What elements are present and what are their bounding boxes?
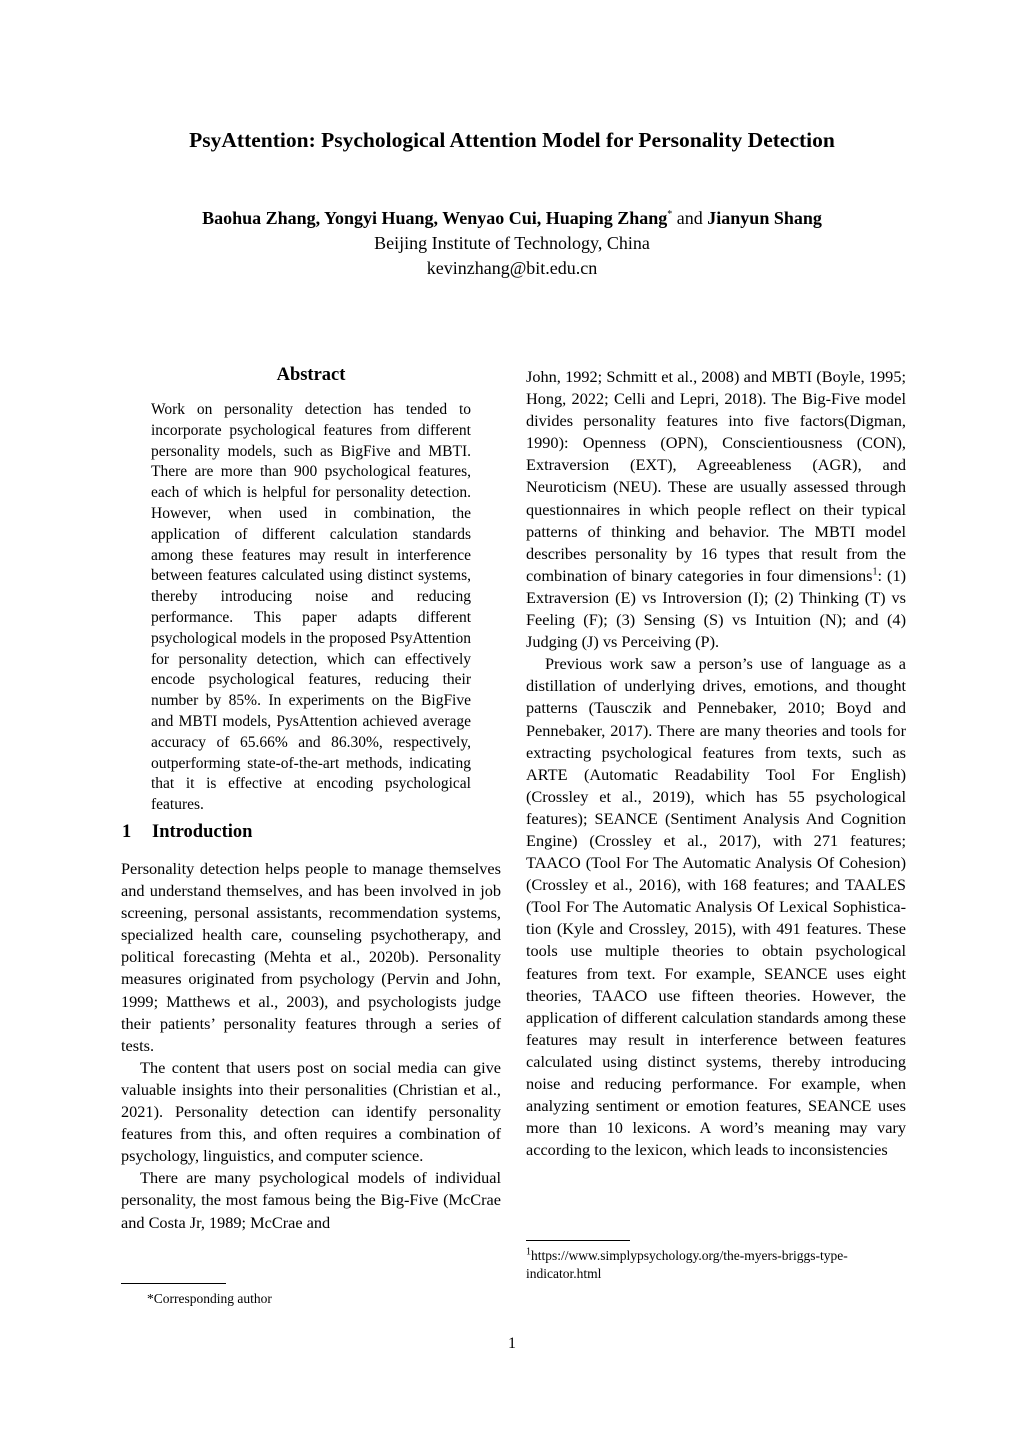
author-list: Baohua Zhang, Yongyi Huang, Wenyao Cui, Huaping Zhang <box>202 208 668 228</box>
intro-paragraph-3: There are many psychological models of individual personality, the most famous being the Big-Five (McCrae and Costa Jr, 1989; McCrae and <box>121 1168 501 1232</box>
right-paragraph-1-a: John, 1992; Schmitt et al., 2008) and MBTI (Boyle, 1995; Hong, 2022; Celli and Lepri, 2018). The Big-Five model divides personality features into five factors(Digman, 1990): Openness (OPN), Conscientiousness (CON), Extraversion (EXT), Agreeableness (AGR), and Neuroticism (NEU). These are usually assessed through questionnaires in which people reflect on their typical patterns of thinking and behavior. The MBTI model describes personality by 16 types that result from the combination of binary categories in four dimensions <box>526 367 906 585</box>
author-block <box>0 206 1024 281</box>
footnote-left-text: Corresponding author <box>153 1291 272 1306</box>
page-number: 1 <box>508 1335 516 1352</box>
author-and: and <box>672 208 708 228</box>
right-paragraph-1-b: : (1) Extraversion (E) vs Introversion (I); (2) Thinking (T) vs Feeling (F); (3) Sensing (S) vs Intuition (N); and (4) Judging (J) vs Perceiving (P). <box>526 565 907 652</box>
last-author: Jianyun Shang <box>707 208 822 228</box>
author-names <box>0 206 1024 231</box>
footnote-right <box>526 1247 906 1283</box>
abstract-text: Work on personality detection has tended to incorporate psychological features from different personality models, such as BigFive and MBTI. There are more than 900 psychological features, each of which is helpful for personality detection. However, when used in combination, the application of different calculation standards among these features may result in interference between features calculated using distinct systems, thereby introducing noise and reducing performance. This paper adapts different psychological models in the proposed PsyAttention for personality detection, which can effectively encode psychological features, reducing their number by 85%. In experiments on the BigFive and MBTI models, PysAttention achieved average accuracy of 65.66% and 86.30%, respectively, outperforming state-of-the-art methods, indicating that it is effective at encoding psychological features. <box>151 401 471 814</box>
footnote-rule-left <box>121 1283 226 1284</box>
footnote-right-mark: 1 <box>526 1246 531 1258</box>
footnote-ref: 1 <box>872 566 878 578</box>
left-column <box>121 858 501 1234</box>
footnote-left-mark: * <box>147 1291 154 1306</box>
paper-title: PsyAttention: Psychological Attention Model for Personality Detection <box>189 128 835 152</box>
section-number: 1 <box>122 822 132 842</box>
affiliation: Beijing Institute of Technology, China <box>374 233 650 253</box>
right-paragraph-1 <box>526 366 906 653</box>
footnote-url[interactable]: https://www.simplypsychology.org/the-myers-briggs-type-indicator.html <box>526 1248 848 1281</box>
footnote-rule-right <box>526 1240 630 1241</box>
intro-paragraph-2: The content that users post on social media can give valuable insights into their personalities (Christian et al., 2021). Personality detection can identify personality features from this, and often requires a combination of psychology, linguistics, and computer science. <box>121 1057 501 1166</box>
right-column <box>526 366 906 1161</box>
email: kevinzhang@bit.edu.cn <box>426 258 598 278</box>
footnote-left <box>147 1291 272 1307</box>
corresponding-mark: * <box>667 209 673 220</box>
abstract-heading: Abstract <box>276 365 346 385</box>
section-heading <box>122 822 252 843</box>
section-title: Introduction <box>152 822 253 842</box>
right-paragraph-2: Previous work saw a person’s use of language as a distillation of underlying drives, emotions, and thought patterns (Tausczik and Pennebaker, 2010; Boyd and Pennebaker, 2017). There are many theories and tools for extracting psychological features from texts, such as ARTE (Automatic Readability Tool For English) (Crossley et al., 2019), which has 55 psychological features); SEANCE (Sentiment Analysis And Cognition Engine) (Crossley et al., 2017), with 271 features; TAACO (Tool For The Automatic Analysis Of Cohesion) (Crossley et al., 2016), with 168 features; and TAALES (Tool For The Automatic Analysis Of Lexical Sophistication (Kyle and Crossley, 2015), with 491 features. These tools use multiple theories to obtain psychological features from text. For example, SEANCE uses eight theories, TAACO use fifteen theories. However, the application of different calculation standards among these features may result in interference between features calculated using distinct systems, thereby introducing noise and reducing performance. For example, when analyzing sentiment or emotion features, SEANCE uses more than 10 lexicons. A word’s meaning may vary according to the lexicon, which leads to inconsistencies <box>526 654 906 1160</box>
intro-paragraph-1: Personality detection helps people to manage themselves and understand themselves, and has been involved in job screening, personal assistants, recommendation systems, specialized health care, counseling psychotherapy, and political forecasting (Mehta et al., 2020b). Personality measures originated from psychology (Pervin and John, 1999; Matthews et al., 2003), and psychologists judge their patients’ personality features through a series of tests. <box>121 859 501 1055</box>
